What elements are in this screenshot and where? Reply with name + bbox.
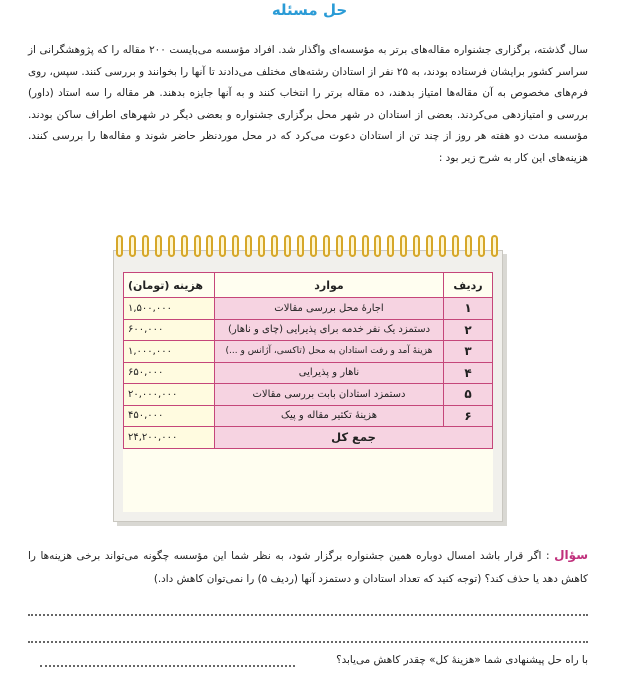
table-header-row [124, 273, 493, 298]
question-paragraph [28, 544, 588, 591]
answer-line[interactable] [28, 621, 588, 643]
spiral-ring [194, 235, 201, 257]
row-item: هزینهٔ آمد و رفت استادان به محل (تاکسی، آژانس و ...) [215, 341, 444, 363]
spiral-ring [219, 235, 226, 257]
row-cost: ۶۰۰,۰۰۰ [124, 319, 215, 341]
spiral-ring [297, 235, 304, 257]
spiral-ring [413, 235, 420, 257]
spiral-ring [400, 235, 407, 257]
spiral-ring [478, 235, 485, 257]
followup-question: با راه حل پیشنهادی شما «هزینهٔ کل» چقدر کاهش می‌یابد؟ [336, 654, 588, 666]
spiral-ring [271, 235, 278, 257]
row-item: اجارهٔ محل بررسی مقالات [215, 298, 444, 320]
spiral-ring [245, 235, 252, 257]
spiral-ring [336, 235, 343, 257]
spiral-ring [310, 235, 317, 257]
answer-line[interactable] [28, 594, 588, 616]
table-total-row [124, 427, 493, 449]
row-item: دستمزد استادان بابت بررسی مقالات [215, 384, 444, 406]
followup-answer-line[interactable] [40, 665, 295, 667]
spiral-ring [387, 235, 394, 257]
row-cost: ۱,۵۰۰,۰۰۰ [124, 298, 215, 320]
row-number: ۱ [444, 298, 493, 320]
row-cost: ۶۵۰,۰۰۰ [124, 362, 215, 384]
row-number: ۲ [444, 319, 493, 341]
question-text: : اگر قرار باشد امسال دوباره همین جشنواره برگزار شود، به نظر شما این مؤسسه چگونه می‌تواند برخی هزینه‌ها را کاهش دهد یا حذف کند؟ (توجه کنید که تعداد استادان و دستمزد آنها (ردیف ۵) را نمی‌توان کاهش داد.) [28, 550, 588, 585]
spiral-ring [142, 235, 149, 257]
spiral-ring [426, 235, 433, 257]
notepad-sheet [123, 272, 493, 512]
row-cost: ۱,۰۰۰,۰۰۰ [124, 341, 215, 363]
table-row [124, 298, 493, 320]
table-row [124, 405, 493, 427]
spiral-ring [284, 235, 291, 257]
table-row [124, 362, 493, 384]
spiral-ring [129, 235, 136, 257]
spiral-ring [349, 235, 356, 257]
spiral-ring [206, 235, 213, 257]
notepad-spiral-rings [110, 235, 504, 261]
spiral-ring [465, 235, 472, 257]
spiral-ring [181, 235, 188, 257]
row-number: ۵ [444, 384, 493, 406]
spiral-ring [258, 235, 265, 257]
table-row [124, 384, 493, 406]
row-item: دستمزد یک نفر خدمه برای پذیرایی (چای و ناهار) [215, 319, 444, 341]
total-value: ۲۴,۲۰۰,۰۰۰ [124, 427, 215, 449]
spiral-ring [439, 235, 446, 257]
row-cost: ۲۰,۰۰۰,۰۰۰ [124, 384, 215, 406]
row-item: ناهار و پذیرایی [215, 362, 444, 384]
header-items: موارد [215, 273, 444, 298]
table-row [124, 319, 493, 341]
header-row-number: ردیف [444, 273, 493, 298]
spiral-ring [232, 235, 239, 257]
question-label: سؤال [554, 548, 588, 562]
row-cost: ۴۵۰,۰۰۰ [124, 405, 215, 427]
table-row [124, 341, 493, 363]
spiral-ring [491, 235, 498, 257]
spiral-ring [452, 235, 459, 257]
spiral-ring [374, 235, 381, 257]
cost-table [123, 272, 493, 449]
spiral-ring [362, 235, 369, 257]
row-number: ۶ [444, 405, 493, 427]
page-title: حل مسئله [271, 1, 348, 19]
intro-paragraph: سال گذشته، برگزاری جشنواره مقاله‌های برتر به مؤسسه‌ای واگذار شد. افراد مؤسسه می‌بایست ۲۰۰ مقاله را که پژوهشگرانی از سراسر کشور برایشان فرستاده بودند، به ۲۵ نفر از استادان رشته‌های مختلف می‌دادند تا آنها را بخوانند و بررسی کنند. سپس، روی فرم‌های مخصوص به آن مقاله‌ها امتیاز بدهند، ده مقاله برتر را انتخاب کنند و به آنها جایزه بدهند. هر مقاله را سه استاد (داور) بررسی و امتیازدهی می‌کردند. بعضی از استادان در شهر محل برگزاری جشنواره و بعضی دیگر در شهرهای اطراف ساکن بودند. مؤسسه مدت دو هفته هر روز از چند تن از استادان دعوت می‌کرد که در محل موردنظر حاضر شوند و مقاله‌ها را بررسی کنند. هزینه‌های این کار به شرح زیر بود : [28, 44, 588, 164]
row-item: هزینهٔ تکثیر مقاله و پیک [215, 405, 444, 427]
spiral-ring [323, 235, 330, 257]
total-label: جمع کل [215, 427, 493, 449]
row-number: ۴ [444, 362, 493, 384]
spiral-ring [168, 235, 175, 257]
header-cost: هزینه (تومان) [124, 273, 215, 298]
spiral-ring [155, 235, 162, 257]
spiral-ring [116, 235, 123, 257]
row-number: ۳ [444, 341, 493, 363]
